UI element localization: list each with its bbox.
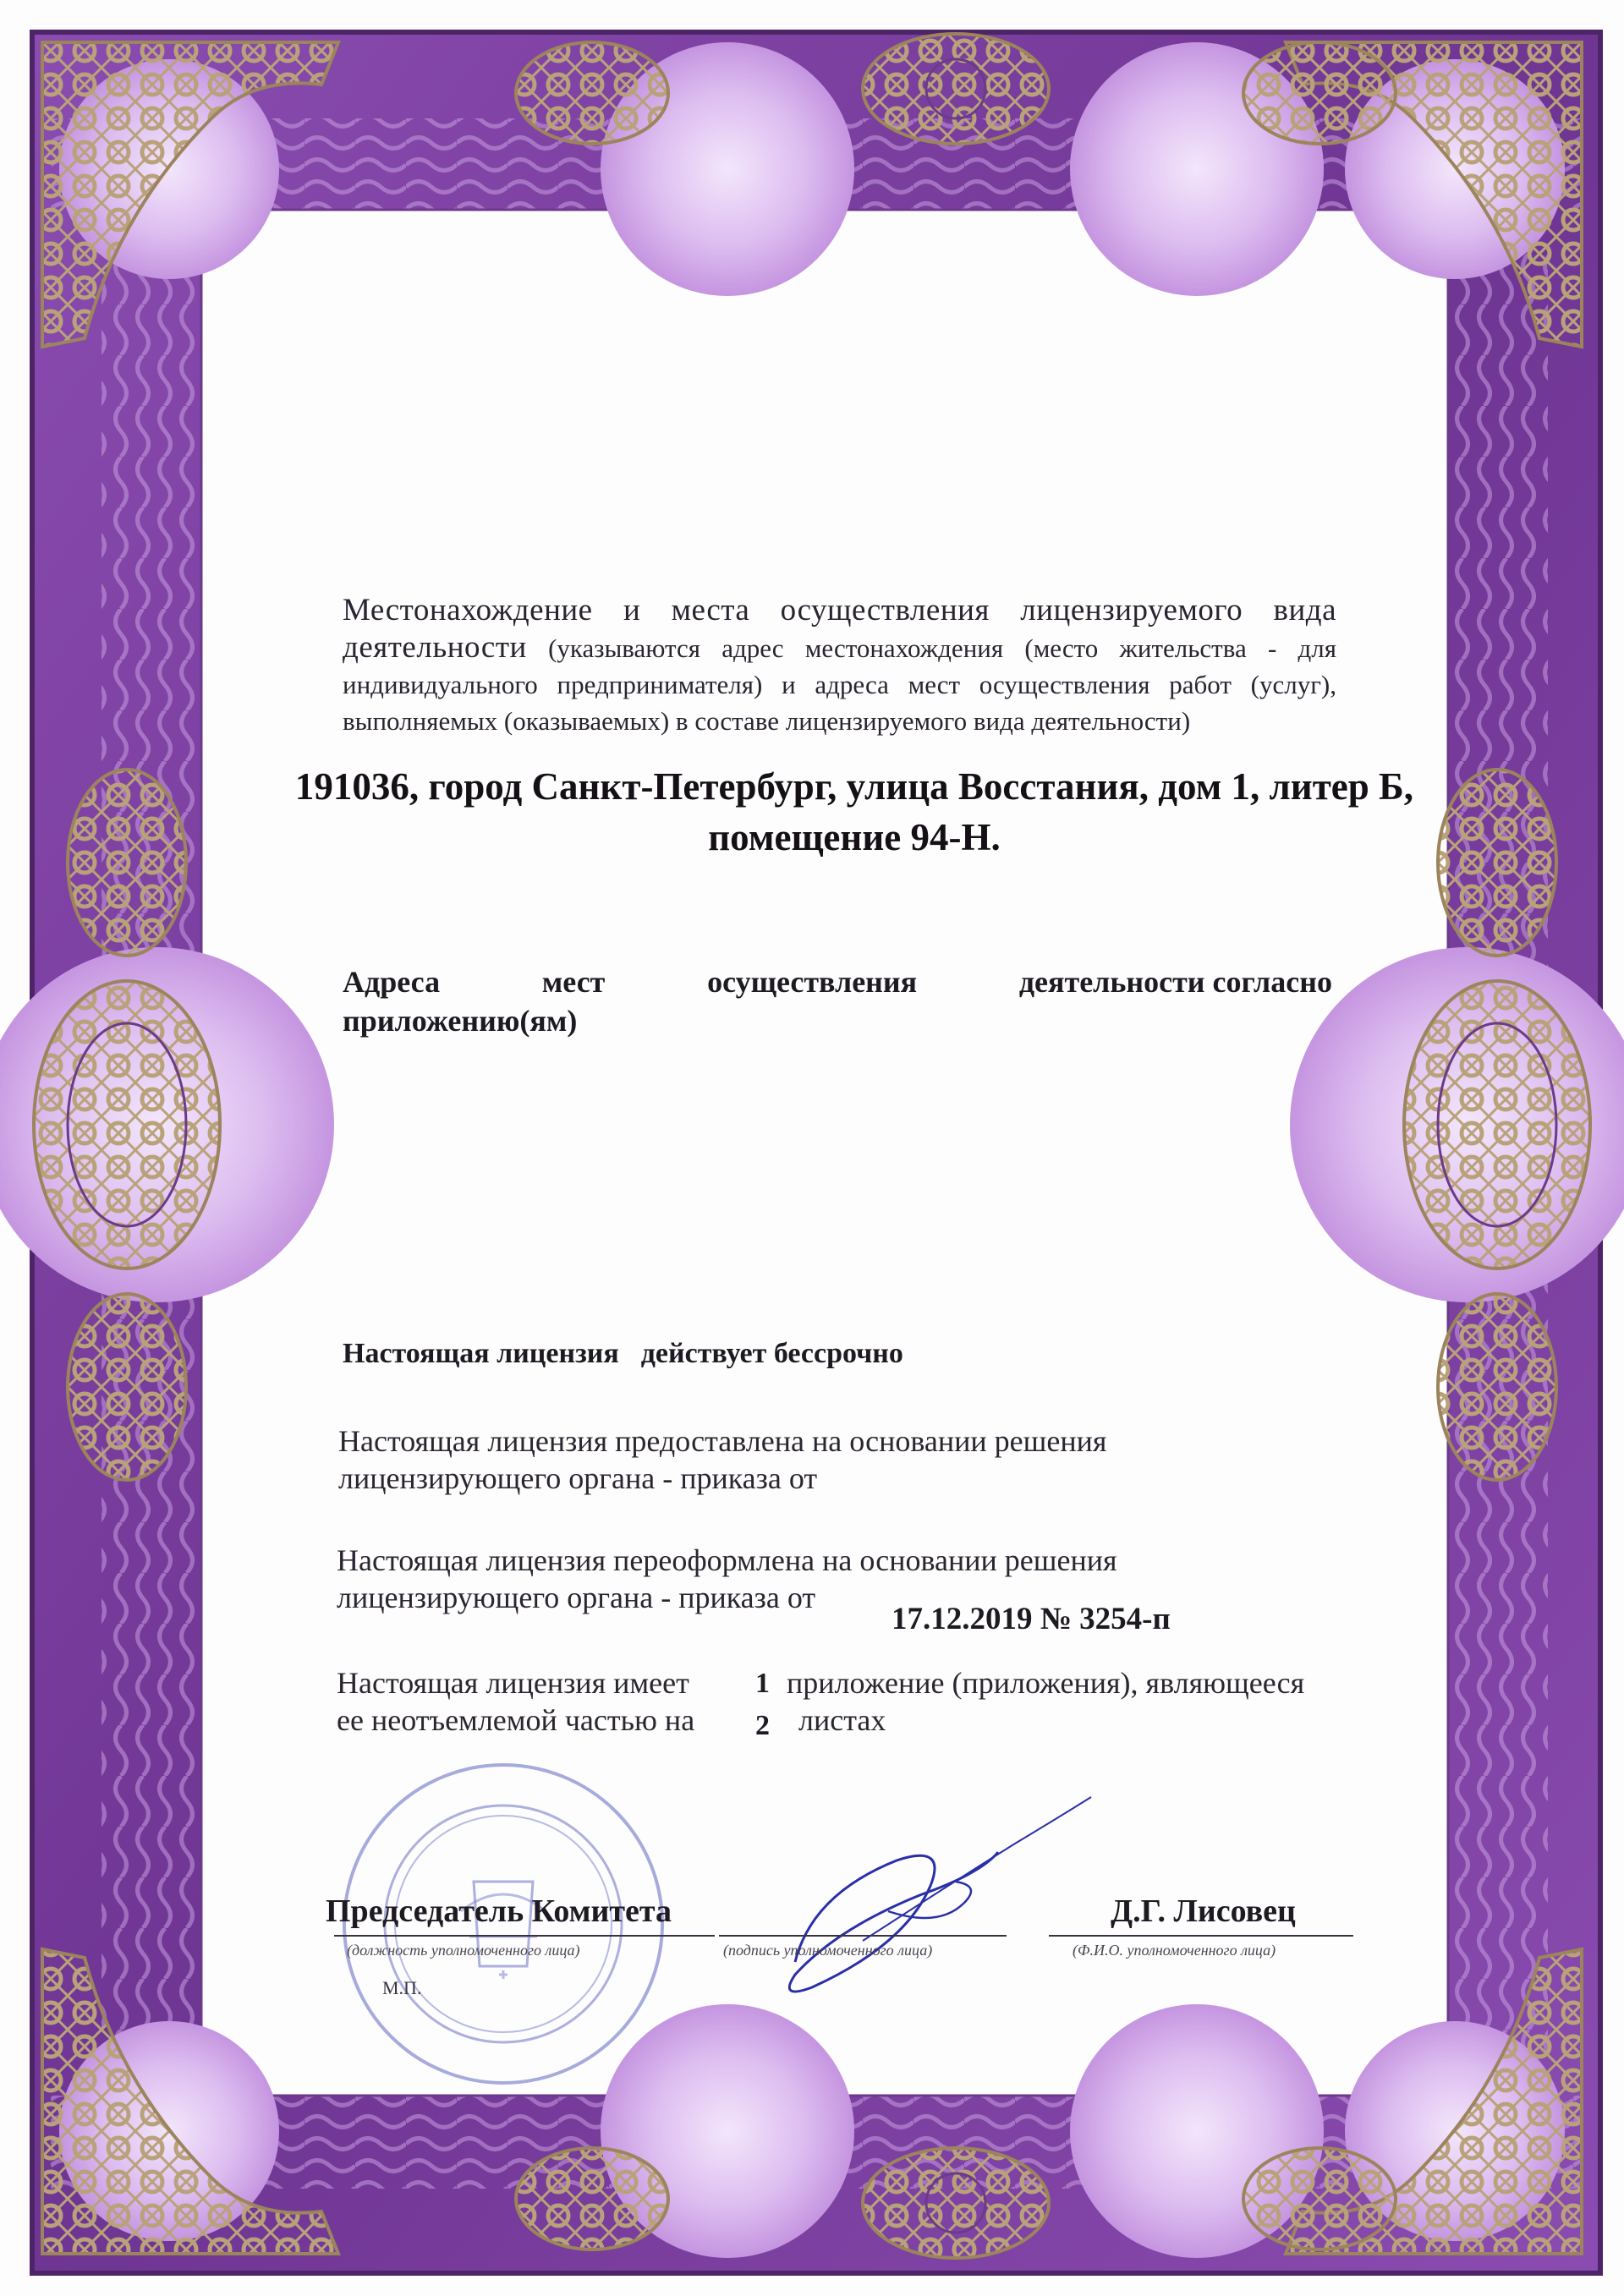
signatory-name: Д.Г. Лисовец — [1111, 1893, 1296, 1929]
activity-places — [343, 962, 1332, 1040]
activity-places-line-1 — [343, 962, 1332, 1001]
activity-places-word: мест — [541, 965, 606, 999]
grant-basis-line-1: Настоящая лицензия предоставлена на основании решения — [338, 1424, 1107, 1458]
signature-caption: (подпись уполномоченного лица) — [723, 1942, 933, 1959]
license-term — [343, 1338, 903, 1370]
address-line-1: 191036, город Санкт-Петербург, улица Восстания, дом 1, литер Б, — [294, 765, 1414, 808]
signatory-position: Председатель Комитета — [326, 1893, 672, 1929]
location-heading-note: (указываются адрес местонахождения (место жительства - для индивидуального предпринимателя) и адреса мест осуществления работ (услуг), выполняемых (оказываемых) в составе лицензируемого вида деятельности) — [343, 633, 1337, 736]
annex-statement-line-2: ее неотъемлемой частью на — [337, 1703, 695, 1737]
license-term-value: действует бессрочно — [640, 1338, 903, 1369]
reissue-order-number: 17.12.2019 № 3254-п — [892, 1602, 1171, 1636]
grant-basis — [338, 1422, 1269, 1497]
activity-places-line-2: приложению(ям) — [343, 1004, 578, 1038]
seal-mark: М.П. — [382, 1977, 422, 1998]
annex-statement — [337, 1664, 694, 1739]
reissue-basis-line-1: Настоящая лицензия переоформлена на основании решения — [337, 1543, 1117, 1577]
activity-places-word: деятельности согласно — [1018, 965, 1332, 999]
reissue-basis-line-2: лицензирующего органа - приказа от — [337, 1581, 816, 1614]
address-line-2: помещение 94-Н. — [708, 816, 1001, 858]
position-caption: (должность уполномоченного лица) — [347, 1942, 580, 1959]
handwritten-signature — [761, 1793, 1116, 2013]
location-heading-lead: Местонахождение и места осуществления лицензируемого вида деятельности — [343, 593, 1336, 665]
annex-description — [787, 1664, 1304, 1739]
annex-description-line-2: листах — [798, 1703, 886, 1737]
license-term-label: Настоящая лицензия — [343, 1338, 619, 1369]
license-address — [279, 761, 1429, 863]
name-caption: (Ф.И.О. уполномоченного лица) — [1073, 1942, 1276, 1959]
annex-statement-line-1: Настоящая лицензия имеет — [337, 1666, 689, 1700]
grant-basis-line-2: лицензирующего органа - приказа от — [338, 1461, 818, 1495]
annex-sheets: 2 — [755, 1710, 770, 1741]
annex-count: 1 — [755, 1668, 770, 1699]
annex-description-line-1: приложение (приложения), являющееся — [787, 1666, 1305, 1700]
activity-places-word: Адреса — [343, 965, 441, 999]
location-heading — [343, 592, 1336, 739]
activity-places-word: осуществления — [707, 965, 918, 999]
